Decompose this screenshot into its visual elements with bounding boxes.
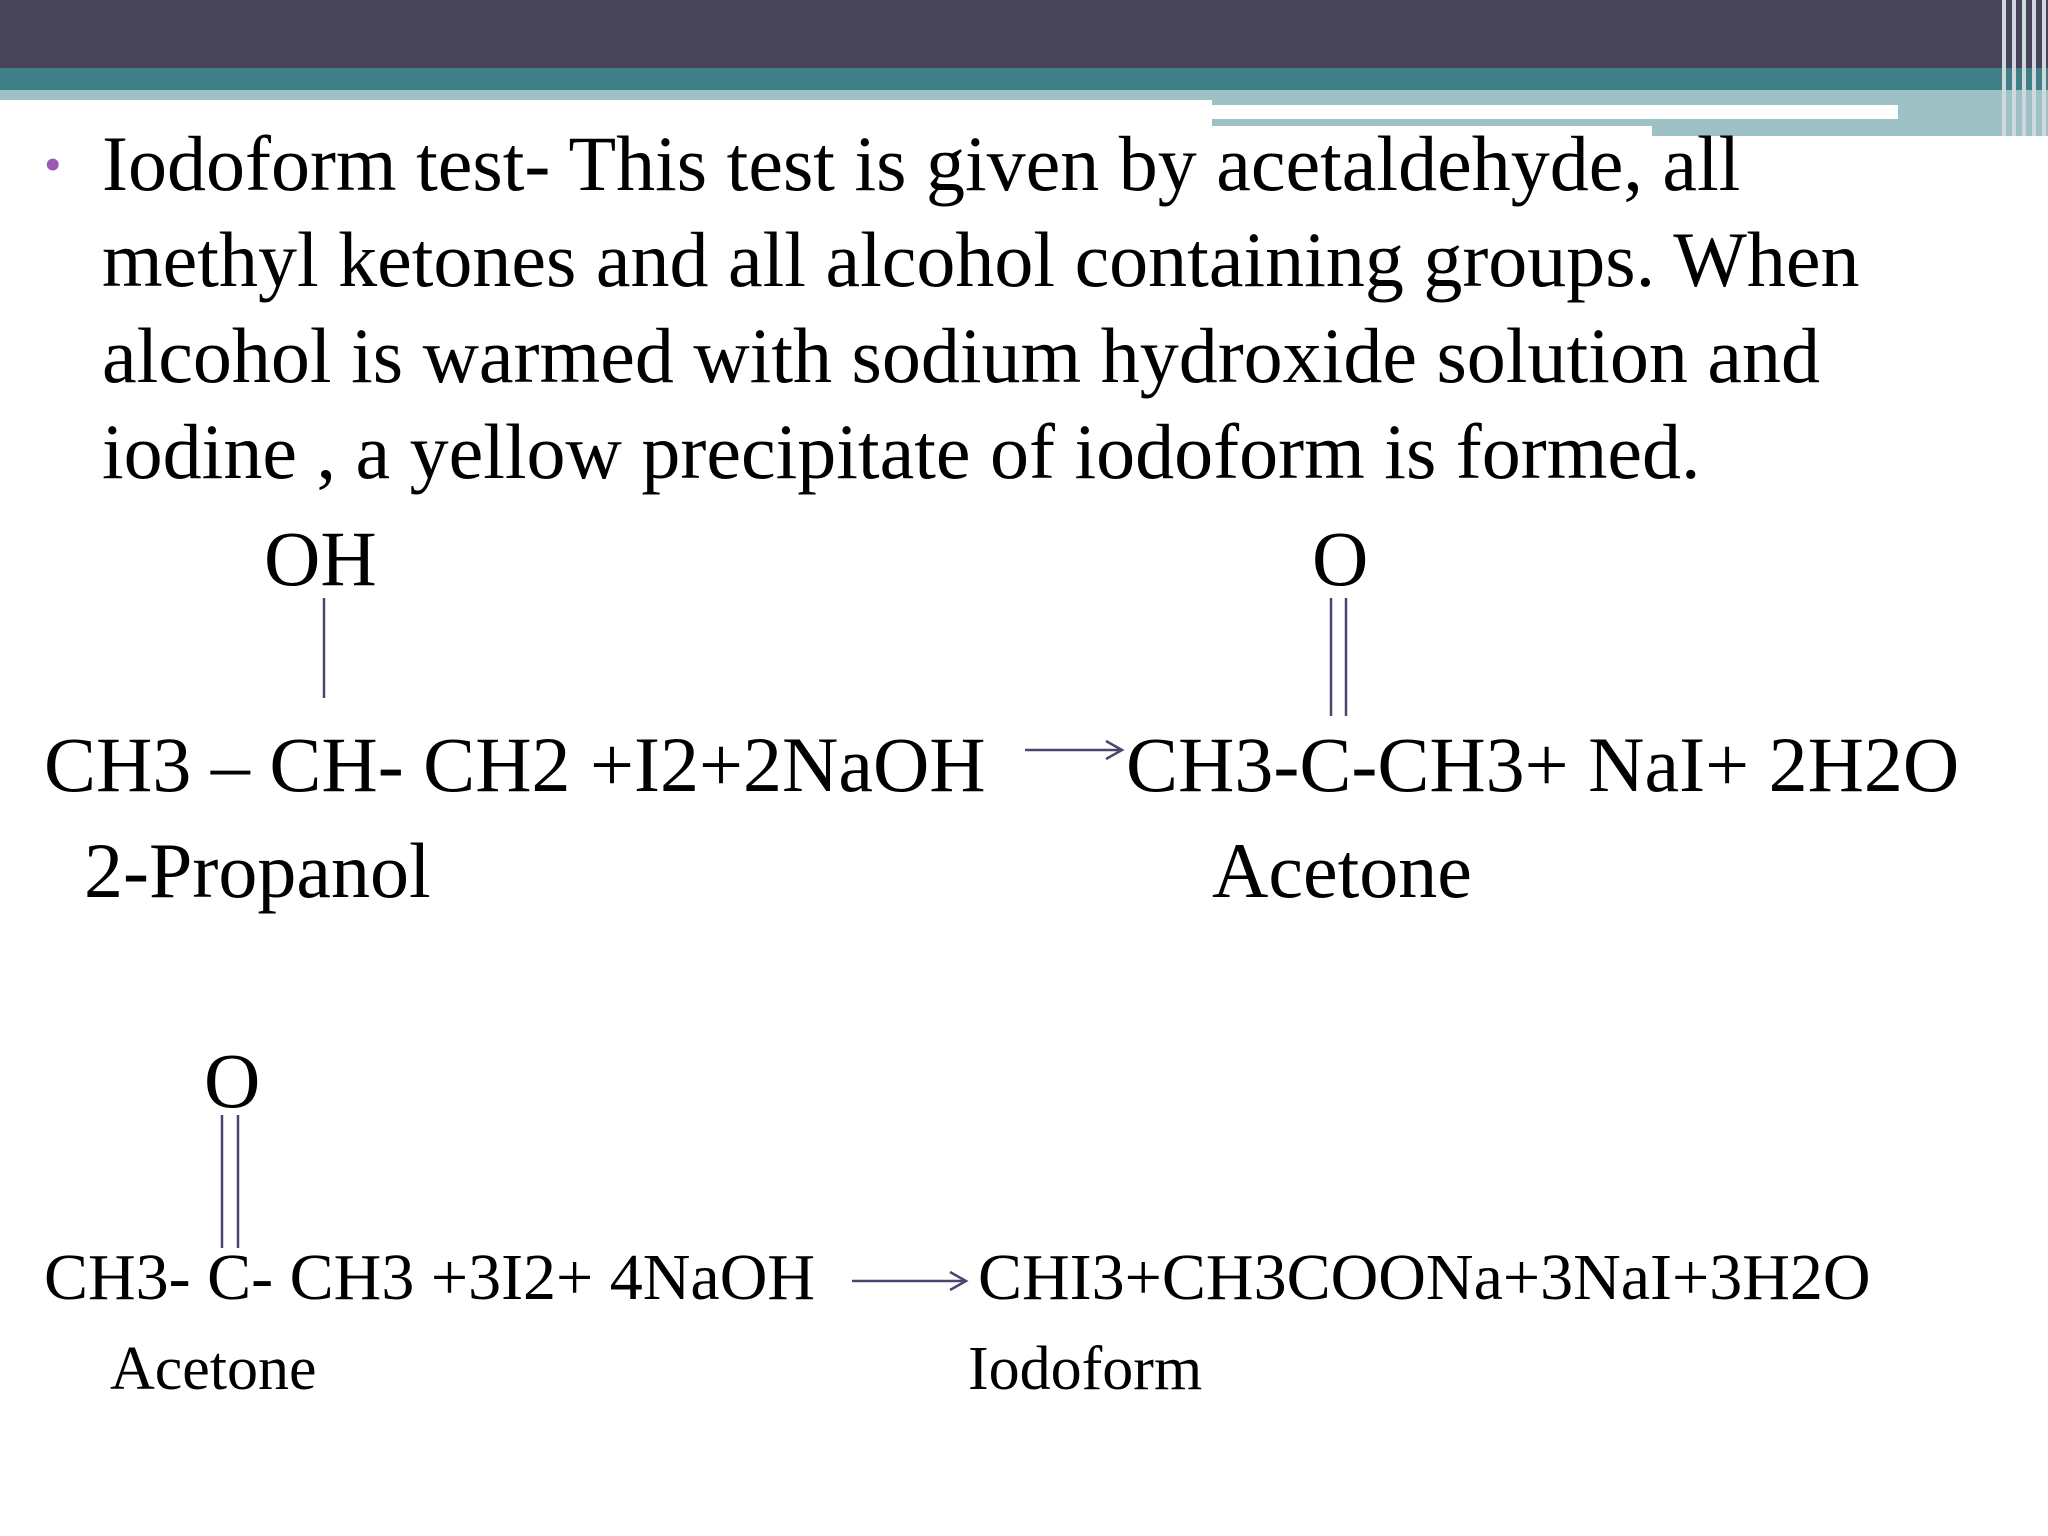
- header-bar-teal: [0, 68, 2048, 90]
- header-right-stripes: [1998, 0, 2048, 136]
- reaction1-oxygen: O: [1312, 515, 1369, 602]
- bullet-dot: •: [44, 136, 62, 192]
- reaction1-oh-group: OH: [264, 515, 377, 602]
- reaction1-product-name: Acetone: [1212, 827, 1472, 914]
- reaction2-products: CHI3+CH3COONa+3NaI+3H2O: [978, 1241, 1871, 1314]
- reaction1-products: CH3-C-CH3+ NaI+ 2H2O: [1126, 721, 1960, 808]
- reaction2-reactants: CH3- C- CH3 +3I2+ 4NaOH: [44, 1241, 816, 1314]
- reaction2-oxygen: O: [204, 1037, 261, 1124]
- reaction2-reactant-name: Acetone: [110, 1335, 317, 1403]
- reaction-arrow-2-head: [950, 1272, 966, 1290]
- header-bar-light: [0, 90, 1212, 100]
- reaction1-reactants: CH3 – CH- CH2 +I2+2NaOH: [44, 721, 986, 808]
- reaction1-reactant-name: 2-Propanol: [84, 827, 431, 914]
- reaction-arrow-1-head: [1106, 741, 1122, 759]
- header-bar-dark: [0, 0, 2048, 68]
- bullet-text: Iodoform test- This test is given by acetaldehyde, all methyl ketones and all alcohol containing groups. When alcohol is warmed with sodium hydroxide solution and iodine , a yellow precipitate of iodoform is formed.: [102, 120, 1860, 495]
- bullet-paragraph: [44, 116, 1944, 500]
- reaction2-product-name: Iodoform: [968, 1335, 1203, 1403]
